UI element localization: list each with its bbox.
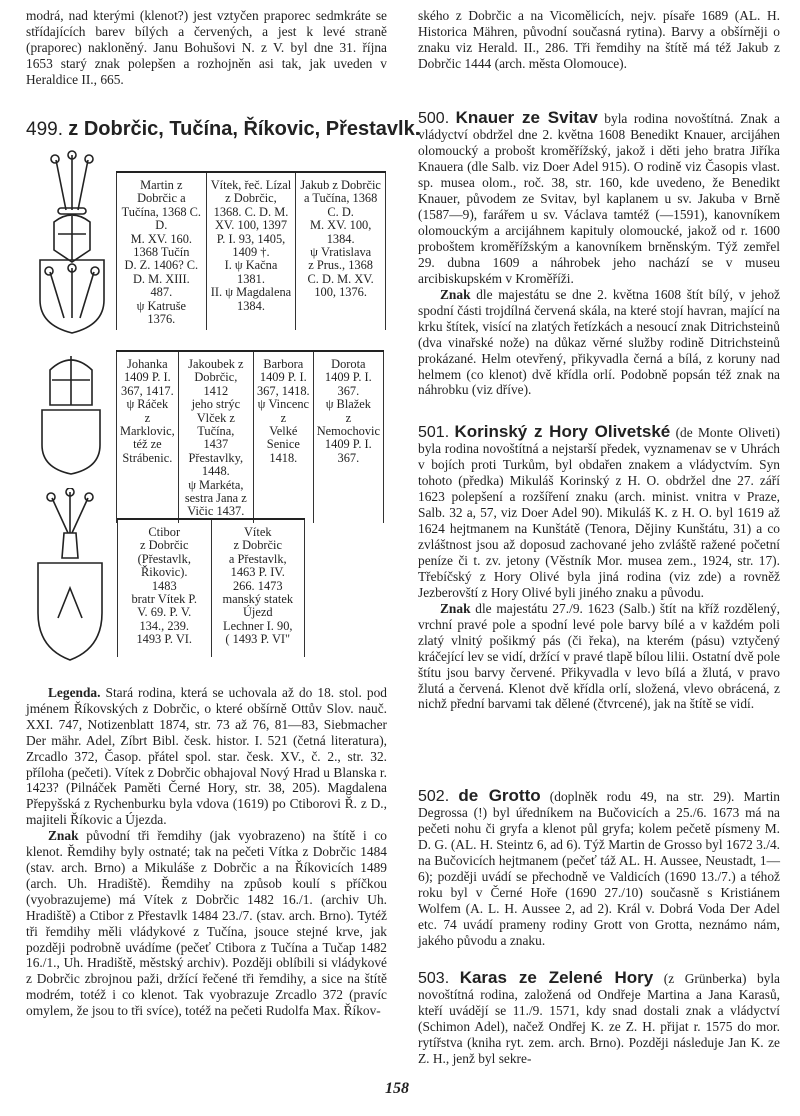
left-body: [26, 685, 387, 1019]
genealogy-table-2: [116, 350, 384, 523]
section-text: byla rodina novoštítná. Znak a vládyctví obdržel dne 2. května 1608 Benedikt Knauer, arcijáhen olomoucký a probošt kroměřížský, jakož i děti jeho bratra Jiříka Knauera (dle Salb. viz Doer Adel 915). O rodině viz Časopis vlast. sp. musea olom., roč. 38, str. 160, kde uvedeno, že Benedikt Knauer, původem ze Svitav, byl kaplanem u sv. Jakuba v Brně (1587—9), farářem u sv. Václava tamtéž (—1591), kanovníkem olomouckým a arcijáhnem kapituly olomoucké, jakož od r. 1600 proboštem kroměřížským a kanovníkem brněnským. Týž zemřel 29. dubna 1609 a náhrobek jeho nachází se v museu arcibiskupském v Kroměříži.: [418, 111, 780, 286]
coat-of-arms-maces-icon: [36, 150, 108, 335]
znak-paragraph: [26, 828, 387, 1019]
znak-label: Znak: [440, 601, 471, 616]
table-cell: Martin z Dobrčic a Tučína, 1368 C. D. M. XV. 160. 1368 Tučín D. Z. 1406? C. D. M. XIII. 487. ψ Katruše 1376.: [117, 172, 207, 330]
section-number: 501.: [418, 424, 450, 441]
table-cell: Jakoubek z Dobrčic, 1412 jeho strýc Vlček z Tučína, 1437 Přestavlky, 1448. ψ Markéta, sestra Jana z Vičic 1437.: [178, 351, 253, 523]
section-title: Korinský z Hory Olivetské: [454, 422, 671, 441]
legend-text: Stará rodina, která se uchovala až do 18. stol. pod jménem Říkovských z Dobrčic, o které obšírně Ottův Slov. nauč. XXI. 747, Notizenblatt 1874, str. 73 až 76, 81—83, Siebmacher Der mähr. Adel, Zíbrt Bibl. česk. histor. I. 521 (četná literatura), Zrcadlo 372, Časop. přátel spol. star. česk. XV., č. 2., str. 32. příloha (pečeti). Vítek z Dobrčic obhajoval Nový Hrad u Blanska r. 1423? (Pilnáček Paměti Černé Hory, str. 38, 205). Magdalena Přepyšská z Rychenburku byla vdova (1619) po Ctiborovi Ř. z D., majiteli Říkovic a Újezda.: [26, 685, 387, 828]
section-501: [418, 424, 780, 712]
section-title: de Grotto: [458, 786, 541, 805]
section-503-heading: [418, 970, 780, 1067]
znak-text: dle majestátu 27./9. 1623 (Salb.) štít na kříž rozdělený, vrchní pravé pole a spodní levé pole barvy bílé a v každém poli zlatý vlnitý pošikmý pás (či řeka), na kterém (pásu) vztyčený kráčející lev se vidí, držící v pravé tlapě bílou lilii. Ostatní dvě pole štítu jsou barvy červené. Přikyvadla v levo bílá a žlutá, v pravo žlutá a červená. Klenot dvě křídla orlí, složená, vlevo obrácená, z nichž přední barvami tak dělené (čtvrcené), jak na štítě se vidí.: [418, 601, 780, 712]
table-cell: Jakub z Dobrčic a Tučína, 1368 C. D. M. XV. 100, 1384. ψ Vratislava z Prus., 1368 C. D. M. XV. 100, 1376.: [296, 172, 386, 330]
continuation-paragraph: ského z Dobrčic a na Vicomělicích, nejv. písaře 1689 (AL. H. Historica Mähren, původní současná rytina). Barvy a obšírněji o znaku viz Herald. II., 286. Tři řemdihy na štítě má též Jakub z Dobrčic 1444 (arch. města Olomouce).: [418, 8, 780, 71]
section-title: Knauer ze Svitav: [455, 108, 598, 127]
section-text: (de Monte Oliveti) byla rodina novoštítná a nejstarší předek, vyznamenav se v Uhrách v bojích proti Turkům, byl obdařen znakem a vládyctvím. Syn tohoto (předka) Mikuláš Korinský z H. O. obdržel dne 27. září 1623 polepšení a rozšíření znaku (arch. minist. vnitra v Praze, Salb. 32 a, 57, viz Doer Adel 90). Mikuláš K. z H. O. byl 1619 až 1624 hejtmanem na Kunštátě (Tenora, Dějiny Kunštátu, 31) a co zvláštnost jsou až doposud zachované jeho zvláště ražené početní peníze či t. zv. jetony (Věstník Mor. musea zem., 1924, str. 17). Třebíčský z Hory Olivé byla jiná rodina (viz zde) a rovněž Jezberovští z Hory Olivé byli jiného znaku a původu.: [418, 425, 780, 600]
table-cell: Barbora 1409 P. I. 367, 1418. ψ Vincenc z Velké Senice 1418.: [253, 351, 313, 523]
znak-paragraph: [418, 287, 780, 398]
section-title: z Dobrčic, Tučína, Říkovic, Přestavlk.: [68, 118, 421, 140]
znak-text: dle majestátu se dne 2. května 1608 štít bílý, v jehož spodní části trojdílná červená skála, na které stojí havran, mající na krku štítek, visící na zlatých řetízkách a nesoucí znak Ditrichsteinů (dva vinařské nože) na důkaz věrné služby rodině Ditrichsteinů prokázané. Helm otevřený, přikyvadla černá a bílá, z koruny nad helmem (co klenot) dvě křídla orlí. Podobně popsán též znak na náhrobku (viz dříve).: [418, 287, 780, 398]
legend-label: Legenda.: [48, 685, 101, 700]
section-502-heading: [418, 788, 780, 949]
legend-paragraph: [26, 685, 387, 828]
table-cell: Dorota 1409 P. I. 367. ψ Blažek z Nemochovic 1409 P. I. 367.: [313, 351, 383, 523]
section-501-heading: [418, 424, 780, 601]
page-number: 158: [385, 1080, 409, 1097]
section-502: [418, 788, 780, 949]
coat-of-arms-arm-icon: [34, 488, 106, 663]
znak-paragraph: [418, 601, 780, 712]
section-500-heading: [418, 110, 780, 287]
right-intro: [418, 8, 780, 72]
section-text: (doplněk rodu 49, na str. 29). Martin Degrossa (!) byl úředníkem na Bučovicích a 25./6. 1673 má na pečeti nohu či gryfa a klenot půl gryfa; kolem pečetě písmeny M. D. G. (AL. H. Steintz 6, ad 6). Týž Martin de Grosso byl 1672 3./4. na Bučovicích hejtmanem (pečeť táž AL. H. Aussee, Neustadt, 1—6); později uvádí se přechodně ve Valdicích (1690 13./7.) a téhož roku byl v Černé Hoře (1690 27./10) současně s Kristiánem Wolfem (A. L. H. Aussee 2, ad 2). Král v. Dobrá Voda Der Adel etc. 74 uvádí prameny rodiny Grott von Grotta, neznámo nám, jakého původu a znaku.: [418, 789, 780, 948]
coat-of-arms-helmet-icon: [40, 350, 102, 475]
section-number: 503.: [418, 970, 450, 987]
section-text: (z Grünberka) byla novoštítná rodina, založená od Ondřeje Martina a Jana Karasů, kteří uvádějí se 11./9. 1571, kdy snad dostali znak a vládyctví (Schimon Adel), načež Ondřej K. ze Z. H. přijat r. 1575 do mor. rytířstva (kniha ryt. zem. arch. Brno). Později následuje Jan K. ze Z. H., jenž byl sekre-: [418, 971, 780, 1066]
znak-label: Znak: [440, 287, 471, 302]
genealogy-table-1: [116, 171, 386, 330]
table-cell: Vítek, řeč. Lízal z Dobrčic, 1368. C. D. M. XV. 100, 1397 P. I. 93, 1405, 1409 †. I. ψ Kačna 1381. II. ψ Magdalena 1384.: [206, 172, 296, 330]
section-title: Karas ze Zelené Hory: [459, 968, 654, 987]
intro-paragraph: modrá, nad kterými (klenot?) jest vztyčen praporec sedmkráte se střídajících barev bílých a červených, a jest k levé straně (praporec) nakloněný. Janu Bohušovi N. z V. byl dne 31. října 1653 starý znak polepšen a rozhojněn asi tak, jak uveden v Heraldice II., 665.: [26, 8, 387, 87]
genealogy-table-3: [117, 518, 305, 657]
table-cell: Ctibor z Dobrčic (Přestavlk, Řikovic). 1483 bratr Vítek P. V. 69. P. V. 134., 239. 1493 P. VI.: [118, 519, 212, 657]
section-number: 502.: [418, 788, 450, 805]
table-cell: Johanka 1409 P. I. 367, 1417. ψ Ráček z Marklovic, též ze Strábenic.: [117, 351, 179, 523]
znak-text: původní tři řemdihy (jak vyobrazeno) na štítě i co klenot. Řemdihy byly ostnaté; tak na pečeti Vítka z Dobrčic 1484 (stav. arch. Brno) a Mikuláše z Dobrčic a na Říkovicích 1489 (arch. Uh. Hradiště). Řemdihy na způsob koulí s příčkou (vyobrazujeme) má Vítek z Dobrčic 1482 16./1. (archiv Uh. Hradiště) a Ctibor z Přestavlk 1484 23./7. (stav. arch. Brno). Tytéž tři řemdihy měli vládykové z Tučína, jsouce stejné krve, jak později podrobně uvádíme (pečeť Ctibora z Tučína a Tučap 1482 16./1., Uh. Hradiště, městský archiv). Později oblíbili si vládykové z Dobrčic zbrojnou paži, držící řečené tři řemdihy, a sice na štítě modrém, totéž i co klenot. Tak vyobrazuje Zrcadlo 372 (pravíc omylem, že jsou to tři svíce), totéž na pečeti Rudolfa Max. Říkov-: [26, 828, 387, 1019]
section-number: 500.: [418, 110, 450, 127]
section-499-heading: [26, 118, 421, 141]
left-intro: [26, 8, 387, 88]
table-cell: Vítek z Dobrčic a Přestavlk, 1463 P. IV. 266. 1473 manský statek Újezd Lechner I. 90, ( 1493 P. VI": [211, 519, 305, 657]
section-500: [418, 110, 780, 398]
section-number: 499.: [26, 119, 63, 140]
znak-label: Znak: [48, 828, 79, 844]
section-503: [418, 970, 780, 1067]
